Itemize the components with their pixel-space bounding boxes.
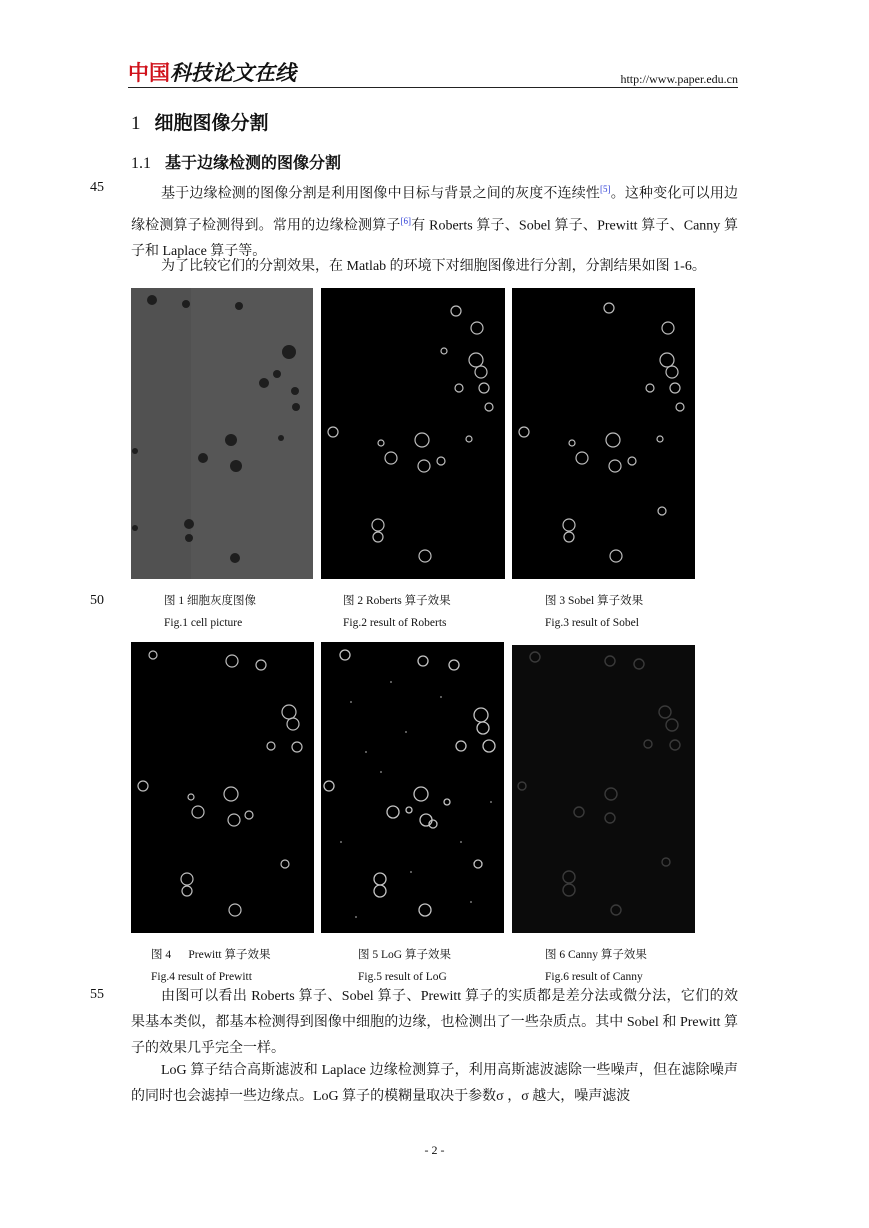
log-edge-image (321, 642, 504, 933)
figure-2-caption-cn: 图 2 Roberts 算子效果 (343, 595, 451, 607)
subsection-number: 1.1 (131, 155, 151, 172)
sobel-edge-image (512, 288, 695, 579)
figure-3-caption-en: Fig.3 result of Sobel (545, 617, 639, 629)
paragraph-4: LoG 算子结合高斯滤波和 Laplace 边缘检测算子，利用高斯滤波滤除一些噪声，但在滤除噪声的同时也会滤掉一些边缘点。LoG 算子的模糊量取决于参数σ ，σ 越大，噪声滤波 (131, 1063, 738, 1104)
figure-5-image (321, 642, 504, 933)
figure-3-caption-cn: 图 3 Sobel 算子效果 (545, 595, 644, 607)
figure-4-image (131, 642, 314, 933)
section-heading (131, 108, 269, 135)
canny-edge-image (512, 645, 695, 933)
figure-6-image (512, 645, 695, 933)
p1-text-b: 。这种变化可以用边缘检测算子检测得到。常用的边缘检测算子 (131, 186, 739, 234)
prewitt-edge-image (131, 642, 314, 933)
figure-1-caption (164, 590, 256, 634)
section-title: 细胞图像分割 (154, 113, 269, 134)
line-number-55: 55 (90, 987, 104, 1002)
roberts-edge-image (321, 288, 505, 579)
citation-6[interactable]: [6] (400, 215, 412, 226)
figure-3-image (512, 288, 695, 579)
figure-1-caption-cn: 图 1 细胞灰度图像 (164, 595, 256, 607)
header-rule (128, 87, 738, 88)
line-number-45: 45 (90, 180, 104, 195)
figure-4-caption-cn: 图 4 Prewitt 算子效果 (151, 949, 271, 961)
paragraph-2: 为了比较它们的分割效果，在 Matlab 的环境下对细胞图像进行分割，分割结果如图 1-6。 (161, 259, 706, 274)
figure-3-caption (545, 590, 643, 634)
figure-2-caption (343, 590, 451, 634)
figure-6-caption-en: Fig.6 result of Canny (545, 971, 643, 983)
figure-1-caption-en: Fig.1 cell picture (164, 617, 243, 629)
figure-6-caption (545, 944, 647, 988)
logo-black-text: 科技论文在线 (170, 61, 296, 85)
citation-5[interactable]: [5] (600, 184, 611, 194)
line-number-50: 50 (90, 593, 104, 608)
figure-4-caption-en: Fig.4 result of Prewitt (151, 971, 252, 983)
figure-1-image (131, 288, 313, 579)
paragraph-3: 由图可以看出 Roberts 算子、Sobel 算子、Prewitt 算子的实质都是差分法或微分法，它们的效果基本类似，都基本检测得到图像中细胞的边缘，也检测出了一些杂质点。其中 Sobel 和 Prewitt 算子的效果几乎完全一样。 (131, 989, 738, 1056)
header-url[interactable]: http://www.paper.edu.cn (620, 72, 738, 86)
figure-5-caption-cn: 图 5 LoG 算子效果 (358, 949, 451, 961)
figure-5-caption (358, 944, 451, 988)
figure-4-caption (151, 944, 270, 988)
journal-logo (128, 61, 296, 85)
subsection-title: 基于边缘检测的图像分割 (165, 155, 342, 172)
page-number: - 2 - (424, 1143, 445, 1157)
p1-text-a: 基于边缘检测的图像分割是利用图像中目标与背景之间的灰度不连续性 (161, 186, 601, 202)
subsection-heading (131, 150, 341, 173)
figure-5-caption-en: Fig.5 result of LoG (358, 971, 447, 983)
logo-red-text: 中国 (128, 61, 170, 85)
p1-text-c: 有 Roberts 算子、Sobel 算子、Prewitt 算子、Canny 算子和 Laplace 算子等。 (131, 218, 738, 260)
figure-2-image (321, 288, 505, 579)
figure-6-caption-cn: 图 6 Canny 算子效果 (545, 949, 647, 961)
figure-2-caption-en: Fig.2 result of Roberts (343, 617, 447, 629)
paragraph-1 (131, 176, 738, 265)
section-number: 1 (131, 113, 141, 134)
cell-gray-picture (131, 288, 313, 579)
